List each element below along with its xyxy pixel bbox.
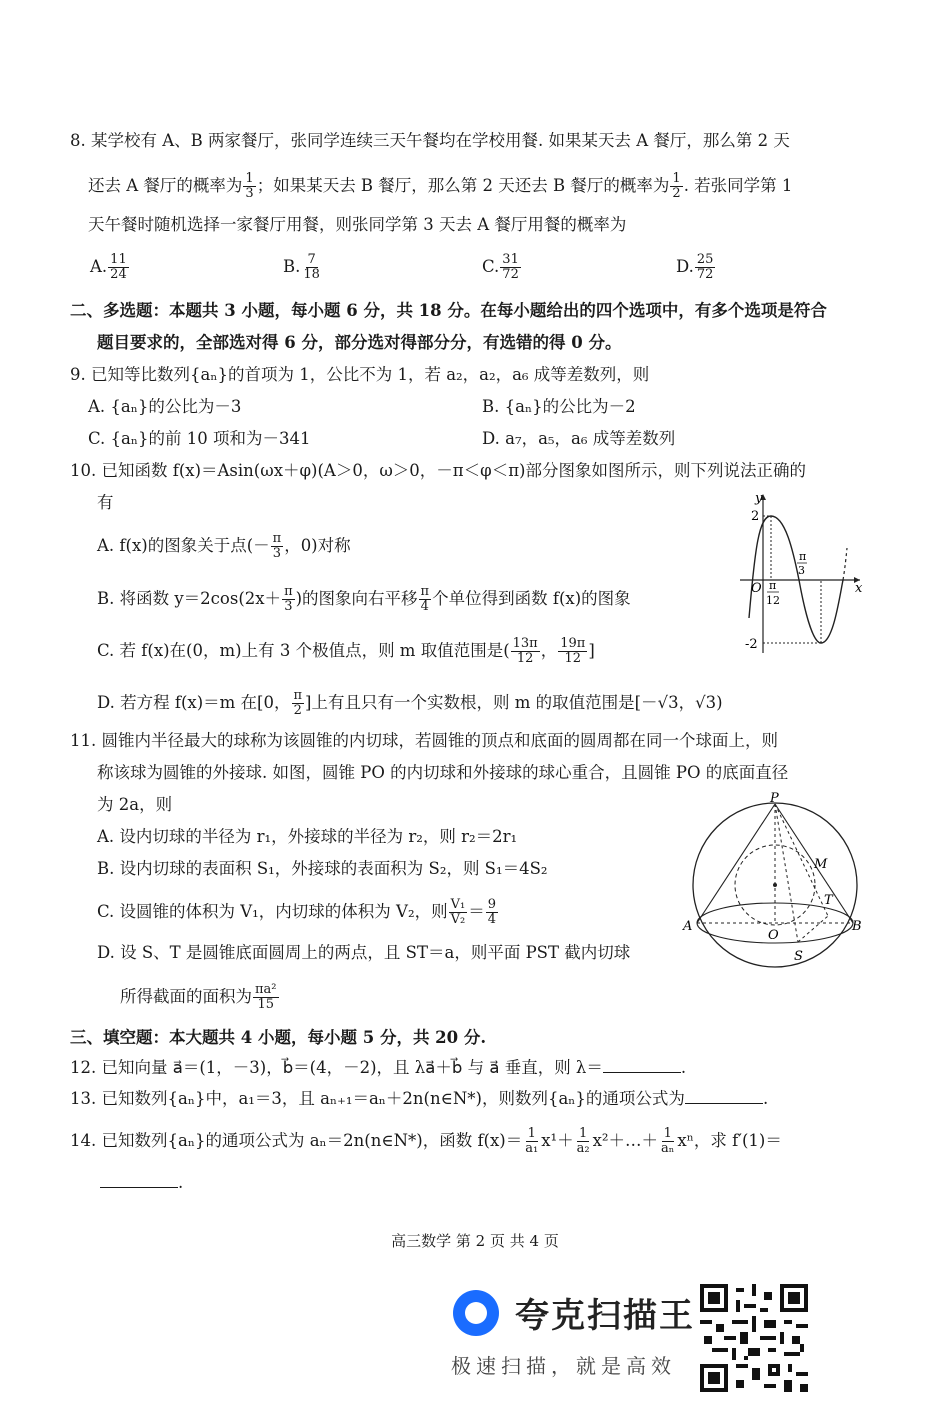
- sphere-center: [773, 883, 777, 887]
- sine-curve-dashed: [843, 548, 847, 580]
- q10-option-b: B. 将函数 y＝2cos(2x＋ $\frac{\pi}{3}$ )的图象向右平移 $\frac{\pi}{4}$ 个单位得到函数 f(x)的图象: [97, 584, 631, 614]
- scanner-watermark: [445, 1282, 705, 1392]
- graph-tick2-den: 3: [798, 564, 805, 577]
- q9-option-d: D. a₇，a₅，a₆ 成等差数列: [482, 429, 676, 448]
- graph-y-label: y: [755, 491, 763, 506]
- q10-option-a: A. f(x)的图象关于点(－ $\frac{\pi}{3}$ ，0)对称: [97, 531, 351, 561]
- graph-origin-label: O: [751, 581, 762, 596]
- label-S: S: [794, 949, 803, 964]
- brand-name: 夸克扫描王: [515, 1296, 695, 1336]
- q9-option-b: B. {aₙ}的公比为－2: [482, 397, 636, 416]
- q12-answer-blank[interactable]: [603, 1058, 681, 1073]
- q8-line2: 还去 A 餐厅的概率为 $\frac{1}{3}$ ；如果某天去 B 餐厅，那么第 2 天还去 B 餐厅的概率为 $\frac{1}{2}$ . 若张同学第 1: [88, 171, 793, 201]
- line-ST: [798, 916, 828, 942]
- q12-question: 12. 已知向量 a⃗＝(1，－3)，b⃗＝(4，－2)，且 λa⃗＋b⃗ 与 a⃗ 垂直，则 λ＝ .: [70, 1058, 687, 1077]
- label-B: B: [852, 919, 862, 934]
- section2-heading-line1: 二、多选题：本题共 3 小题，每小题 6 分，共 18 分。在每小题给出的四个选项中，有多个选项是符合: [70, 301, 827, 320]
- q10-sine-graph: [735, 488, 870, 658]
- brand-slogan: 极速扫描，就是高效: [451, 1354, 676, 1378]
- q8-option-d: D. $\frac{25}{72}$: [676, 252, 714, 282]
- q9-option-a: A. {aₙ}的公比为－3: [88, 397, 242, 416]
- q11-option-c: C. 设圆锥的体积为 V₁，内切球的体积为 V₂，则 $\frac{\text{V₁}}{\text{V₂}}$ ＝ $\frac{9}{4}$: [97, 897, 496, 927]
- graph-x-label: x: [855, 581, 863, 596]
- label-O: O: [768, 928, 779, 943]
- q11-stem-line1: 11. 圆锥内半径最大的球称为该圆锥的内切球，若圆锥的顶点和底面的圆周都在同一个球面上，则: [70, 731, 778, 750]
- line-PS: [775, 804, 798, 942]
- q10-option-c: C. 若 f(x)在(0，m)上有 3 个极值点，则 m 取值范围是( $\frac{13\pi}{12}$ ， $\frac{19\pi}{12}$ ]: [97, 636, 595, 666]
- graph-min-value: -2: [745, 637, 758, 652]
- label-M: M: [814, 857, 828, 872]
- q8-line3: 天午餐时随机选择一家餐厅用餐，则张同学第 3 天去 A 餐厅用餐的概率为: [88, 215, 627, 234]
- q11-option-d-line1: D. 设 S、T 是圆锥底面圆周上的两点，且 ST＝a，则平面 PST 截内切球: [97, 943, 631, 962]
- q10-stem-line2: 有: [97, 493, 114, 512]
- q11-option-d-line2: 所得截面的面积为 $\frac{\text{πa²}}{15}$: [120, 982, 277, 1012]
- q14-answer-blank[interactable]: [100, 1173, 178, 1188]
- q11-stem-line2: 称该球为圆锥的外接球. 如图，圆锥 PO 的内切球和外接球的球心重合，且圆锥 PO 的底面直径: [97, 763, 789, 782]
- page-footer: 高三数学 第 2 页 共 4 页: [391, 1232, 559, 1250]
- q11-stem-line3: 为 2a，则: [97, 795, 173, 814]
- label-T: T: [824, 893, 833, 908]
- graph-max-value: 2: [751, 509, 760, 524]
- section2-heading-line2: 题目要求的，全部选对得 6 分，部分选对得部分分，有选错的得 0 分。: [97, 333, 622, 352]
- q11-option-a: A. 设内切球的半径为 r₁，外接球的半径为 r₂，则 r₂＝2r₁: [97, 827, 518, 846]
- q8-line1: 8. 某学校有 A、B 两家餐厅，张同学连续三天午餐均在学校用餐. 如果某天去 A 餐厅，那么第 2 天: [70, 131, 790, 150]
- q8-fraction-a: $\frac{1}{3}$: [245, 171, 254, 201]
- q13-answer-blank[interactable]: [685, 1089, 763, 1104]
- q8-option-b: B. $\frac{7}{18}$: [283, 252, 320, 282]
- q11-option-b: B. 设内切球的表面积 S₁，外接球的表面积为 S₂，则 S₁＝4S₂: [97, 859, 548, 878]
- q8-option-c: C. $\frac{31}{72}$: [482, 252, 519, 282]
- section3-heading: 三、填空题：本大题共 4 小题，每小题 5 分，共 20 分.: [70, 1028, 487, 1047]
- q13-question: 13. 已知数列{aₙ}中，a₁＝3，且 aₙ₊₁＝aₙ＋2n(n∈N*)，则数列{aₙ}的通项公式为 .: [70, 1089, 769, 1108]
- q10-option-d: D. 若方程 f(x)＝m 在[0， $\frac{\pi}{2}$ ]上有且只有一个实数根，则 m 的取值范围是[－√3，√3): [97, 688, 723, 718]
- q14-question: 14. 已知数列{aₙ}的通项公式为 aₙ＝2n(n∈N*)，函数 f(x)＝ $\frac{1}{\text{a₁}}$ x¹＋ $\frac{1}{\text{a₂}}$ x²＋…＋ $\frac{1}{\text{aₙ}}$ xⁿ，求 f′(1)＝: [70, 1126, 782, 1156]
- graph-tick1-num: π: [769, 579, 777, 592]
- q10-stem-line1: 10. 已知函数 f(x)＝Asin(ωx＋φ)(A＞0，ω＞0，－π＜φ＜π)部分图象如图所示，则下列说法正确的: [70, 461, 806, 480]
- graph-tick2-num: π: [799, 550, 807, 563]
- label-A: A: [683, 919, 693, 934]
- quark-logo-icon: [453, 1290, 499, 1336]
- q14-answer-line: .: [100, 1172, 183, 1194]
- qr-code-icon: [700, 1284, 808, 1392]
- q9-stem: 9. 已知等比数列{aₙ}的首项为 1，公比不为 1，若 a₂，a₂，a₆ 成等差数列，则: [70, 365, 650, 384]
- q11-cone-sphere-figure: [680, 792, 870, 970]
- q9-option-c: C. {aₙ}的前 10 项和为－341: [88, 429, 311, 448]
- label-P: P: [770, 792, 779, 806]
- q8-option-a: A. $\frac{11}{24}$: [90, 252, 127, 282]
- q8-fraction-b: $\frac{1}{2}$: [672, 171, 681, 201]
- graph-tick1-den: 12: [766, 594, 780, 607]
